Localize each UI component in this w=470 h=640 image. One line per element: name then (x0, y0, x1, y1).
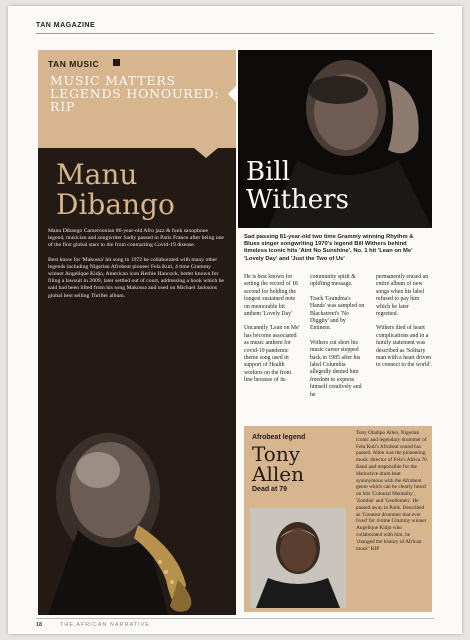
tony-allen-title (252, 444, 304, 484)
masthead: TAN MAGAZINE (36, 22, 96, 29)
top-rule (36, 33, 434, 34)
footer-title: THE AFRICAN NARRATIVE (60, 622, 150, 628)
manu-dibango-title (56, 160, 175, 220)
tag-square-icon (113, 59, 120, 66)
bill-title-line2: Withers (246, 185, 349, 215)
bill-column-2 (310, 274, 366, 406)
bill-col1-p1: He is best known for setting the record of 18 second for holding the longest sustained note on memorable hit anthem 'Lovely Day' (244, 274, 298, 318)
bill-col2-p3: Withers cut short his music career stepped back in 1985 after his label Columbia allegedly denied him freedom to express himself creatively and he (310, 339, 362, 398)
tony-title-line2: Allen (252, 462, 304, 486)
tony-tag: Afrobeat legend (252, 434, 306, 441)
bill-withers-photo (238, 50, 432, 228)
bill-col3-p1: permanently erased an entire album of new songs when his label refused to pay him which he later regretted. (376, 274, 429, 318)
magazine-page (8, 6, 462, 634)
bill-col2-p1: community spirit & uplifting message. (310, 274, 356, 288)
tony-dead-caption: Dead at 79 (252, 486, 288, 493)
section-header-box (38, 50, 236, 148)
tony-allen-photo (250, 508, 346, 608)
manu-title-line1: Manu (56, 158, 138, 191)
manu-title-line2: Dibango (56, 188, 175, 221)
bill-column-1 (244, 274, 300, 392)
bill-title-line1: Bill (246, 157, 291, 187)
footer-rule (36, 618, 434, 619)
header-notch-shape (194, 148, 218, 158)
manu-paragraph-1: Manu Dibango Cameroonian 86-year-old Afro jazz & funk saxophone legend, musician and songwriter Sadly passed in Paris France after being one of the first global stars to die from contracting Covid-19 disease. (48, 228, 224, 249)
page-number: 18 (36, 622, 43, 628)
bill-col3-p2: Withers died of heart complications and in a family statement was described as 'Solitary man with a heart driven to connect to the world'. (376, 325, 432, 369)
bill-col1-p2: Uncannily 'Lean on Me' has become associated as music anthem for covid-19 pandemic theme song used in support of Health workers on the front line because of its (244, 325, 300, 384)
photo-notch-shape (228, 84, 238, 104)
tony-allen-body: Tony Oladipo Allen, Nigerian iconic and legendary drummer of Fela Kuti's Afrobeat sound has passed. Allen was the pioneering music director of Fela's Africa 70 Band and responsible for the distinctive drum beat synonymous with the Afrobeat genre which can be clearly heard on hits 'Colonial Mentality', 'Zombie' and 'Gentlemen'. He passed away in Paris. Described as 'Greatest drummer that ever lived' for 4-time Grammy winner Angelique Kidjo who collaborated with him, he 'changed the history of African music' RIP (356, 430, 427, 552)
bill-col2-p2: Track 'Grandma's Hands' was sampled on Blackstreet's 'No Diggity' and by Eminem. (310, 295, 365, 332)
section-headline: MUSIC MATTERS LEGENDS HONOURED: RIP (50, 73, 220, 114)
section-tag: TAN MUSIC (48, 59, 100, 69)
bill-column-3 (376, 274, 432, 377)
manu-dibango-column (38, 50, 236, 615)
tony-allen-box (244, 426, 432, 612)
tony-title-line1: Tony (252, 442, 301, 466)
bill-withers-lead: Sad passing 81-year-old two time Grammy winning Rhythm & Blues singer songwriting 1970's legend Bill Withers behind timeless iconic hits 'Aint No Sunshine', No. 1 hit 'Lean on Me' 'Lovely Day' and 'Just the Two of Us' (244, 234, 414, 262)
manu-dibango-photo (38, 410, 236, 615)
manu-paragraph-2: Best know for 'Makossa' hit song in 1972 he collaborated with many other legends including Nigerian Afrobeat pioneer Fela Kuti, 4 time Grammy winner Angelique Kidjo, American icon Herbie Hancock, better known for filing a lawsuit in 2009, later settled out of court, addressing a hook which he said had been lifted from his song Makossa and used on Michael Jacksons global best selling Thriller album. (48, 256, 224, 299)
bill-withers-title (246, 158, 349, 214)
manu-dibango-body (48, 228, 226, 307)
